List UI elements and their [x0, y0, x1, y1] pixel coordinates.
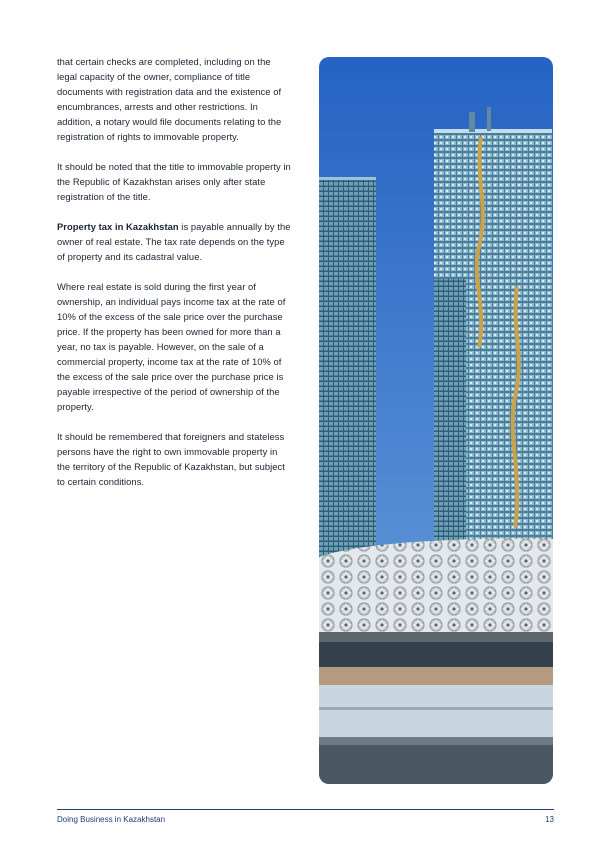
paragraph-notary-checks: that certain checks are completed, including on the legal capacity of the owner, compliance of title documents with registration data and the existence of encumbrances, arrests and other restrictions. In addition, a notary would file documents relating to the registration of rights to immovable property.	[57, 56, 282, 142]
footer-page-number: 13	[545, 815, 554, 824]
property-tax-text: is payable annually by the owner of real estate. The tax rate depends on the type of property and its cadastral value.	[57, 221, 291, 262]
footer-rule	[57, 809, 554, 810]
paragraph-income-tax: Where real estate is sold during the first year of ownership, an individual pays income tax at the rate of 10% of the excess of the sale price over the purchase price. If the property has been owned for more than a year, no tax is payable. However, on the sale of a commercial property, income tax at the rate of 10% of the excess of the sale price over the purchase price is payable irrespective of the period of ownership of the property.	[57, 281, 286, 412]
body-text-column	[57, 54, 293, 504]
paragraph-foreign-ownership: It should be remembered that foreigners and stateless persons have the right to own immovable property in the territory of the Republic of Kazakhstan, but subject to certain conditions.	[57, 431, 285, 487]
property-tax-heading: Property tax in Kazakhstan	[57, 221, 179, 232]
paragraph-title-registration: It should be noted that the title to immovable property in the Republic of Kazakhstan arises only after state registration of the title.	[57, 161, 291, 202]
paragraph-property-tax	[57, 219, 293, 264]
footer-document-title: Doing Business in Kazakhstan	[57, 815, 166, 824]
astana-skyscrapers-photo	[319, 57, 553, 784]
